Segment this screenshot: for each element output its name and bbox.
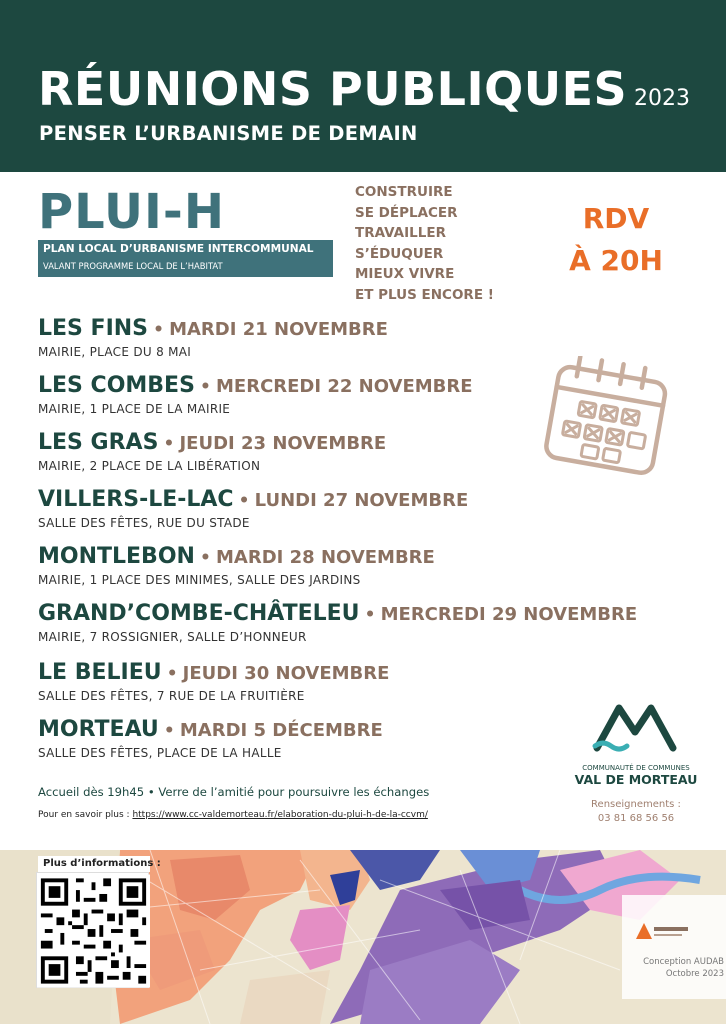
bullet-separator: • bbox=[200, 548, 211, 568]
meeting-place: MAIRIE, 2 PLACE DE LA LIBÉRATION bbox=[38, 459, 261, 473]
meeting-date: JEUDI 30 NOVEMBRE bbox=[182, 663, 390, 684]
more-info-link[interactable]: https://www.cc-valdemorteau.fr/elaboration-du-plui-h-de-la-ccvm/ bbox=[132, 810, 428, 820]
meeting-date: LUNDI 27 NOVEMBRE bbox=[254, 490, 469, 511]
meeting-town: MONTLEBON bbox=[38, 544, 195, 569]
page-title: RÉUNIONS PUBLIQUES bbox=[38, 62, 628, 116]
audab-logo bbox=[632, 917, 692, 943]
contact-phone: 03 81 68 56 56 bbox=[597, 813, 675, 824]
meeting-town: GRAND’COMBE-CHÂTELEU bbox=[38, 601, 360, 626]
meeting-place: MAIRIE, PLACE DU 8 MAI bbox=[38, 345, 192, 359]
meeting-date: MERCREDI 29 NOVEMBRE bbox=[380, 604, 638, 625]
more-info-label: Pour en savoir plus : bbox=[38, 810, 133, 820]
meeting-town: LES GRAS bbox=[38, 430, 159, 455]
meeting-place: SALLE DES FÊTES, 7 RUE DE LA FRUITIÈRE bbox=[38, 689, 305, 703]
meeting-item bbox=[38, 432, 386, 472]
contact-info bbox=[566, 798, 706, 826]
meeting-item bbox=[38, 719, 383, 759]
credits-panel bbox=[622, 895, 726, 999]
topic-item: SE DÉPLACER bbox=[355, 204, 458, 221]
org-type: COMMUNAUTÉ DE COMMUNES bbox=[582, 764, 690, 772]
bullet-separator: • bbox=[163, 434, 175, 454]
meeting-town: LE BELIEU bbox=[38, 660, 162, 685]
bullet-separator: • bbox=[238, 491, 250, 511]
meeting-place: MAIRIE, 1 PLACE DE LA MAIRIE bbox=[38, 402, 231, 416]
meeting-place: SALLE DES FÊTES, PLACE DE LA HALLE bbox=[38, 746, 282, 760]
welcome-note: Accueil dès 19h45 • Verre de l’amitié pour poursuivre les échanges bbox=[38, 785, 430, 799]
bullet-separator: • bbox=[163, 721, 175, 741]
meeting-item bbox=[38, 546, 435, 586]
meeting-town: LES COMBES bbox=[38, 373, 195, 398]
meeting-date: MARDI 28 NOVEMBRE bbox=[216, 547, 435, 568]
page-subtitle: PENSER L’URBANISME DE DEMAIN bbox=[39, 122, 418, 145]
more-info-line bbox=[38, 810, 428, 820]
val-de-morteau-logo bbox=[589, 698, 681, 758]
meeting-item bbox=[38, 603, 637, 643]
meeting-date: MERCREDI 22 NOVEMBRE bbox=[216, 376, 473, 397]
topics-list bbox=[355, 182, 494, 305]
bullet-separator: • bbox=[153, 320, 164, 340]
meeting-town: MORTEAU bbox=[38, 717, 159, 742]
topic-item: CONSTRUIRE bbox=[355, 184, 453, 200]
credits-design: Conception AUDAB bbox=[643, 957, 724, 967]
meeting-place: SALLE DES FÊTES, RUE DU STADE bbox=[38, 516, 250, 530]
rdv-label: RDV bbox=[582, 202, 650, 235]
bullet-separator: • bbox=[200, 377, 211, 397]
contact-label: Renseignements : bbox=[591, 799, 681, 810]
meeting-town: LES FINS bbox=[38, 316, 149, 341]
meeting-date: MARDI 21 NOVEMBRE bbox=[169, 319, 388, 340]
meeting-item bbox=[38, 375, 473, 415]
rdv-hour: À 20H bbox=[569, 244, 663, 277]
plui-definition-line1: PLAN LOCAL D’URBANISME INTERCOMMUNAL bbox=[43, 243, 314, 255]
topic-item: ET PLUS ENCORE ! bbox=[355, 286, 494, 303]
meeting-place: MAIRIE, 7 ROSSIGNIER, SALLE D’HONNEUR bbox=[38, 630, 307, 644]
header-banner bbox=[0, 0, 726, 172]
plui-acronym: PLUI-H bbox=[38, 184, 225, 240]
meeting-item bbox=[38, 489, 468, 529]
more-info-heading: Plus d’informations : bbox=[38, 856, 150, 872]
meeting-town: VILLERS-LE-LAC bbox=[38, 487, 234, 512]
qr-code-icon bbox=[37, 873, 150, 989]
page-year: 2023 bbox=[634, 86, 690, 111]
meeting-date: MARDI 5 DÉCEMBRE bbox=[179, 720, 383, 741]
calendar-icon bbox=[536, 356, 676, 481]
topic-item: S’ÉDUQUER bbox=[355, 245, 444, 262]
topic-item: TRAVAILLER bbox=[355, 225, 446, 241]
meeting-item bbox=[38, 662, 389, 702]
meeting-place: MAIRIE, 1 PLACE DES MINIMES, SALLE DES JARDINS bbox=[38, 573, 361, 587]
org-name: VAL DE MORTEAU bbox=[574, 772, 698, 787]
meeting-item bbox=[38, 318, 388, 358]
bullet-separator: • bbox=[364, 605, 376, 625]
meeting-date: JEUDI 23 NOVEMBRE bbox=[179, 433, 387, 454]
plui-definition-line2: VALANT PROGRAMME LOCAL DE L’HABITAT bbox=[43, 261, 223, 271]
topic-item: MIEUX VIVRE bbox=[355, 266, 455, 282]
bullet-separator: • bbox=[166, 664, 178, 684]
qr-code[interactable] bbox=[36, 872, 149, 988]
credits-date: Octobre 2023 bbox=[665, 969, 724, 979]
rdv-time bbox=[560, 198, 672, 282]
